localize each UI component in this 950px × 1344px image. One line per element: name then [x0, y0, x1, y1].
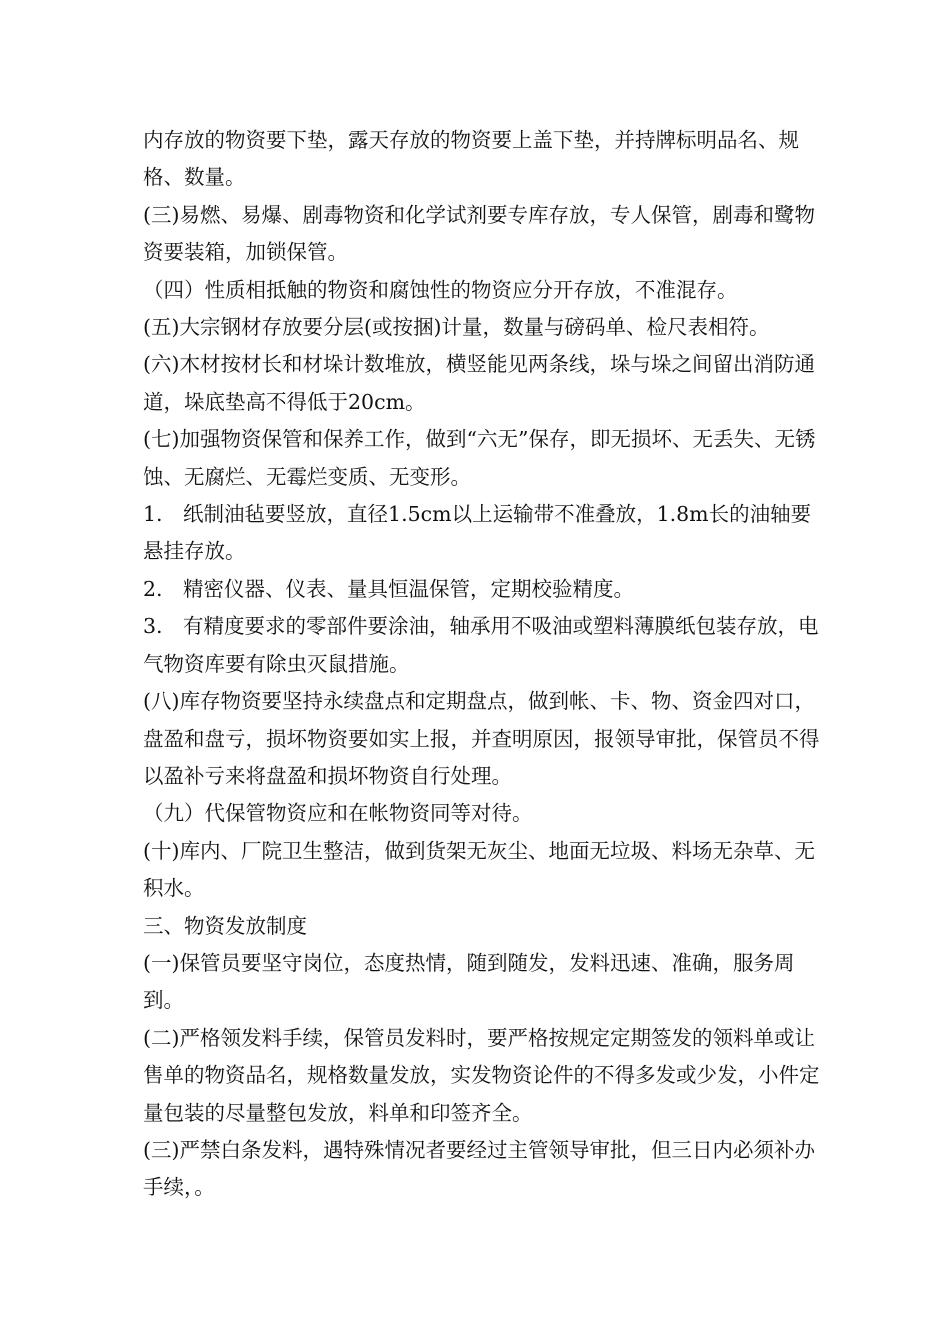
section-heading-issuance: 三、物资发放制度 [143, 913, 307, 938]
paragraph-inventory-count: (八)库存物资要坚持永续盘点和定期盘点，做到帐、卡、物、资金四对口，盘盈和盘亏，损坏物资要如实上报，并查明原因，报领导审批，保管员不得以盈补亏来将盘盈和损坏物资自行处理。 [143, 689, 820, 788]
paragraph-maintenance-six-nos: (七)加强物资保管和保养工作，做到“六无”保存，即无损坏、无丢失、无锈蚀、无腐烂、无霉烂变质、无变形。 [143, 427, 816, 489]
document-body [143, 122, 823, 1207]
paragraph-item-1-felt: 1. 纸制油毡要竖放，直径1.5cm以上运输带不准叠放，1.8m长的油轴要悬挂存放。 [143, 502, 812, 564]
paragraph-issuance-duty: (一)保管员要坚守岗位，态度热情，随到随发，发料迅速、准确，服务周到。 [143, 950, 795, 1013]
paragraph-timber-storage: (六)木材按材长和材垛计数堆放，横竖能见两条线，垛与垛之间留出消防通道，垛底垫高不得低于20cm。 [143, 352, 815, 414]
paragraph-issuance-no-iou: (三)严禁白条发料，遇特殊情况者要经过主管领导审批，但三日内必须补办手续，。 [143, 1137, 815, 1200]
paragraph-hygiene: (十)库内、厂院卫生整洁，做到货架无灰尘、地面无垃圾、料场无杂草、无积水。 [143, 838, 815, 901]
paragraph-issuance-procedure: (二)严格领发料手续，保管员发料时，要严格按规定定期签发的领料单或让售单的物资品名，规格数量发放，实发物资论件的不得多发或少发，小件定量包装的尽量整包发放，料单和印签齐全。 [143, 1025, 820, 1125]
paragraph-item-2-instruments: 2. 精密仪器、仪表、量具恒温保管，定期校验精度。 [143, 576, 635, 601]
paragraph-steel-storage: (五)大宗钢材存放要分层(或按捆)计量，数量与磅码单、检尺表相符。 [143, 315, 770, 340]
paragraph-custody-materials: （九）代保管物资应和在帐物资同等对待。 [143, 801, 533, 826]
paragraph-hazardous-materials: (三)易燃、易爆、剧毒物资和化学试剂要专库存放，专人保管，剧毒和鹭物资要装箱，加锁保管。 [143, 202, 815, 265]
paragraph-storage-pad: 内存放的物资要下垫，露天存放的物资要上盖下垫，并持牌标明品名、规格、数量。 [143, 128, 799, 190]
paragraph-incompatible-materials: （四）性质相抵触的物资和腐蚀性的物资应分开存放，不准混存。 [143, 277, 738, 302]
paragraph-item-3-parts: 3. 有精度要求的零部件要涂油，轴承用不吸油或塑料薄膜纸包装存放，电气物资库要有除虫灭鼠措施。 [143, 614, 819, 676]
